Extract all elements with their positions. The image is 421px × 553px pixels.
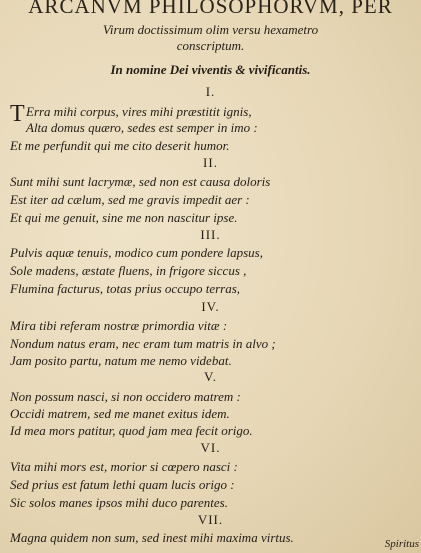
stanza-numeral: II. [203,155,218,170]
verse-line: Non possum nasci, si non occidero matrem : [10,389,241,404]
verse-line: Nondum natus eram, nec eram tum matris in alvo ; [10,336,276,351]
verse-line: Mira tibi referam nostræ primordia vitæ : [10,318,228,333]
verse-line: Sole madens, æstate fluens, in frigore siccus , [10,263,247,278]
stanza-numeral: V. [204,369,217,384]
page-title: ARCANVM PHILOSOPHORVM, PER [28,0,393,18]
verse-line: Sic solos manes ipsos mihi duco parentes. [10,495,228,510]
stanza-numeral: III. [200,227,221,242]
verse-line: Erra mihi corpus, vires mihi præstitit ignis, [26,104,252,119]
verse-line: Sunt mihi sunt lacrymæ, sed non est causa doloris [10,174,271,189]
verse-line: Sed prius est fatum lethi quam lucis origo : [10,477,235,492]
verse-line: Id mea mors patitur, quod jam mea fecit origo. [10,423,253,438]
subtitle-line: Virum doctissimum olim versu hexametro [102,22,319,37]
verse-line: Flumina facturus, totas prius occupo terras, [10,281,241,296]
verse-line: Jam posito partu, natum me nemo videbat. [10,353,232,368]
verse-line: Vita mihi mors est, morior si cœpero nasci : [10,459,238,474]
subtitle-line: conscriptum. [176,38,245,53]
verse-line: Pulvis aquæ tenuis, modico cum pondere lapsus, [10,245,263,260]
stanza-numeral: VI. [200,440,221,455]
verse-line: Magna quidem non sum, sed inest mihi maxima virtus. [10,530,294,545]
catchword: Spiritus [384,538,419,550]
stanza-numeral: VII. [197,512,224,527]
verse-line: Occidi matrem, sed me manet exitus idem. [10,406,230,421]
verse-line: Et me perfundit qui me cito deserit humor. [10,138,230,153]
stanza-numeral: IV. [201,299,220,314]
verse-line: Et qui me genuit, sine me non nascitur ipse. [10,210,238,225]
verse-line: Est iter ad cælum, sed me gravis impedit aer : [10,192,250,207]
drop-cap: T [10,101,25,127]
verse-line: Alta domus quæro, sedes est semper in imo : [26,120,258,135]
stanza-numeral: I. [205,84,216,99]
invocation: In nomine Dei viventis & vivificantis. [110,62,311,77]
